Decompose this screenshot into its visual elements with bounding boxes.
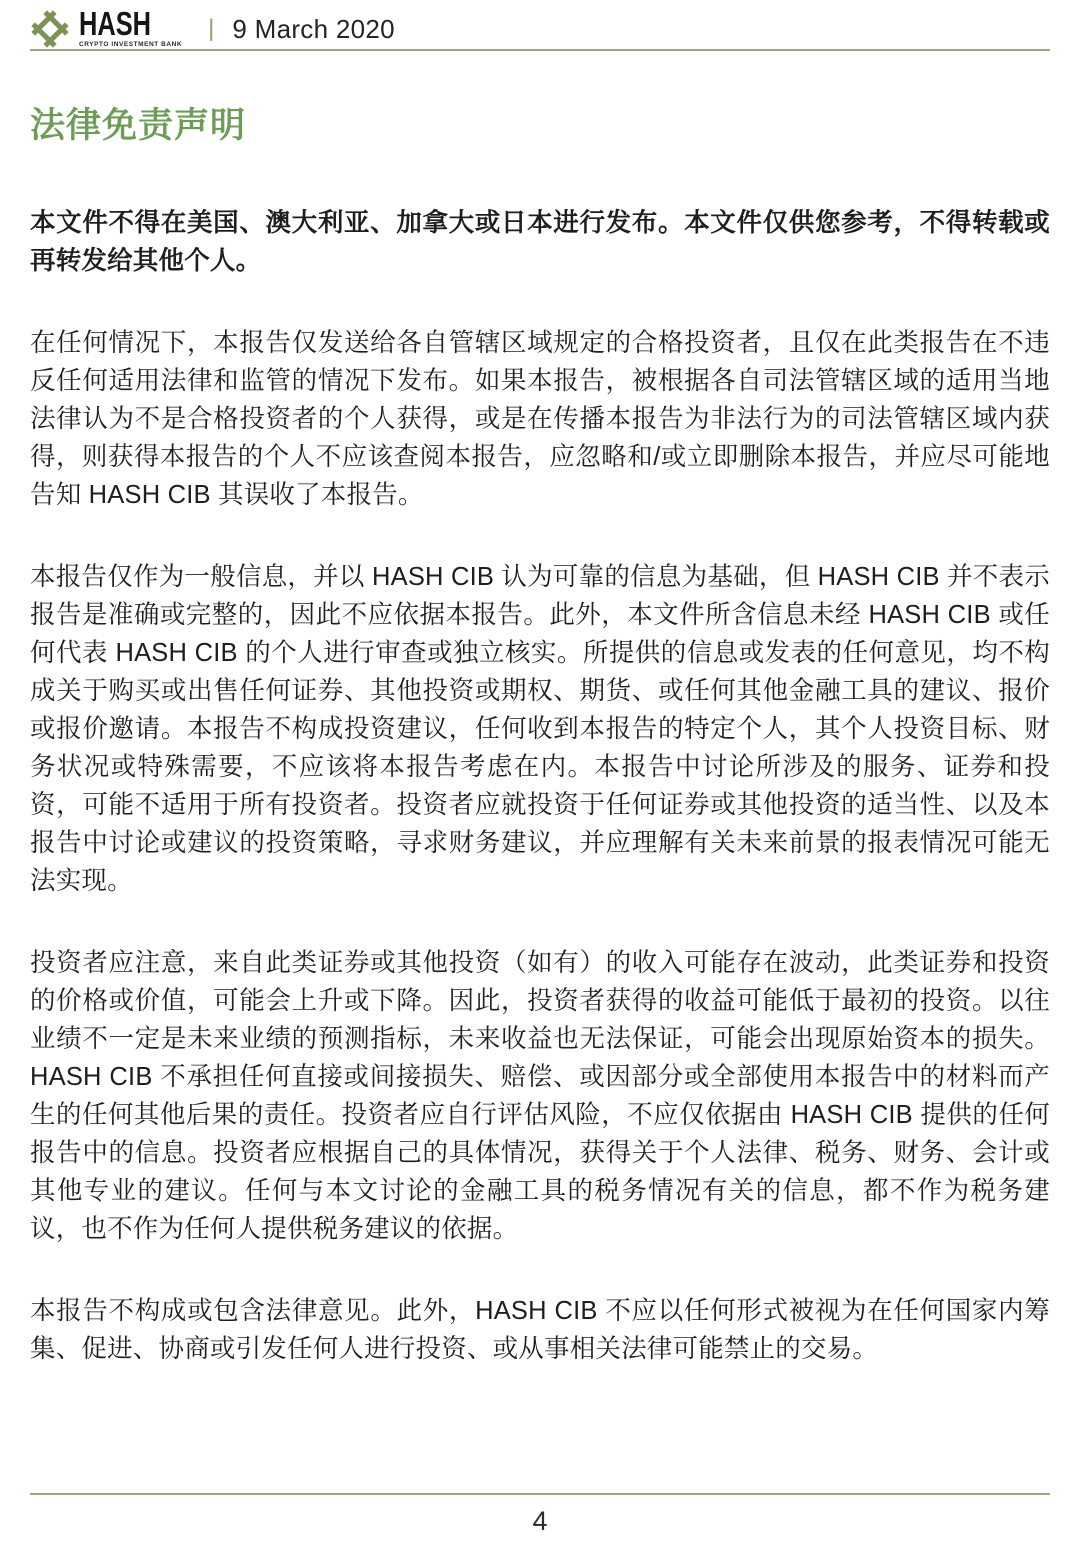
brand-wordmark bbox=[79, 4, 183, 48]
hash-mark-icon bbox=[30, 9, 70, 49]
brand-subtitle: CRYPTO INVESTMENT BANK bbox=[79, 41, 183, 48]
brand-logo bbox=[30, 4, 183, 49]
brand-name: HASH bbox=[79, 4, 152, 43]
disclaimer-paragraph-3: 本报告仅作为一般信息，并以 HASH CIB 认为可靠的信息为基础，但 HASH CIB 并不表示报告是准确或完整的，因此不应依据本报告。此外，本文件所含信息未经 HASH CIB 或任何代表 HASH CIB 的个人进行审查或独立核实。所提供的信息或发表的任何意见，均不构成关于购买或出售任何证券、其他投资或期权、期货、或任何其他金融工具的建议、报价或报价邀请。本报告不构成投资建议，任何收到本报告的特定个人，其个人投资目标、财务状况或特殊需要，不应该将本报告考虑在内。本报告中讨论所涉及的服务、证券和投资，可能不适用于所有投资者。投资者应就投资于任何证券或其他投资的适当性、以及本报告中讨论或建议的投资策略，寻求财务建议，并应理解有关未来前景的报表情况可能无法实现。 bbox=[30, 563, 1050, 895]
header-separator: | bbox=[208, 15, 215, 42]
disclaimer-content bbox=[30, 51, 1050, 1412]
disclaimer-paragraph-5: 本报告不构成或包含法律意见。此外，HASH CIB 不应以任何形式被视为在任何国家内筹集、促进、协商或引发任何人进行投资、或从事相关法律可能禁止的交易。 bbox=[30, 1297, 1050, 1363]
page-number: 4 bbox=[532, 1506, 548, 1536]
footer-rule bbox=[30, 1493, 1050, 1495]
page-title: 法律免责声明 bbox=[30, 106, 247, 145]
disclaimer-paragraph-4: 投资者应注意，来自此类证券或其他投资（如有）的收入可能存在波动，此类证券和投资的价格或价值，可能会上升或下降。因此，投资者获得的收益可能低于最初的投资。以往业绩不一定是未来业绩的预测指标，未来收益也无法保证，可能会出现原始资本的损失。HASH CIB 不承担任何直接或间接损失、赔偿、或因部分或全部使用本报告中的材料而产生的任何其他后果的责任。投资者应自行评估风险，不应仅依据由 HASH CIB 提供的任何报告中的信息。投资者应根据自己的具体情况，获得关于个人法律、税务、财务、会计或其他专业的建议。任何与本文讨论的金融工具的税务情况有关的信息，都不作为税务建议，也不作为任何人提供税务建议的依据。 bbox=[30, 949, 1050, 1243]
page-header bbox=[30, 4, 1050, 50]
disclaimer-paragraph-1: 本文件不得在美国、澳大利亚、加拿大或日本进行发布。本文件仅供您参考，不得转载或再转发给其他个人。 bbox=[30, 209, 1050, 275]
disclaimer-paragraph-2: 在任何情况下，本报告仅发送给各自管辖区域规定的合格投资者，且仅在此类报告在不违反任何适用法律和监管的情况下发布。如果本报告，被根据各自司法管辖区域的适用当地法律认为不是合格投资者的个人获得，或是在传播本报告为非法行为的司法管辖区域内获得，则获得本报告的个人不应该查阅本报告，应忽略和/或立即删除本报告，并应尽可能地告知 HASH CIB 其误收了本报告。 bbox=[30, 329, 1050, 509]
report-date: 9 March 2020 bbox=[232, 13, 395, 44]
